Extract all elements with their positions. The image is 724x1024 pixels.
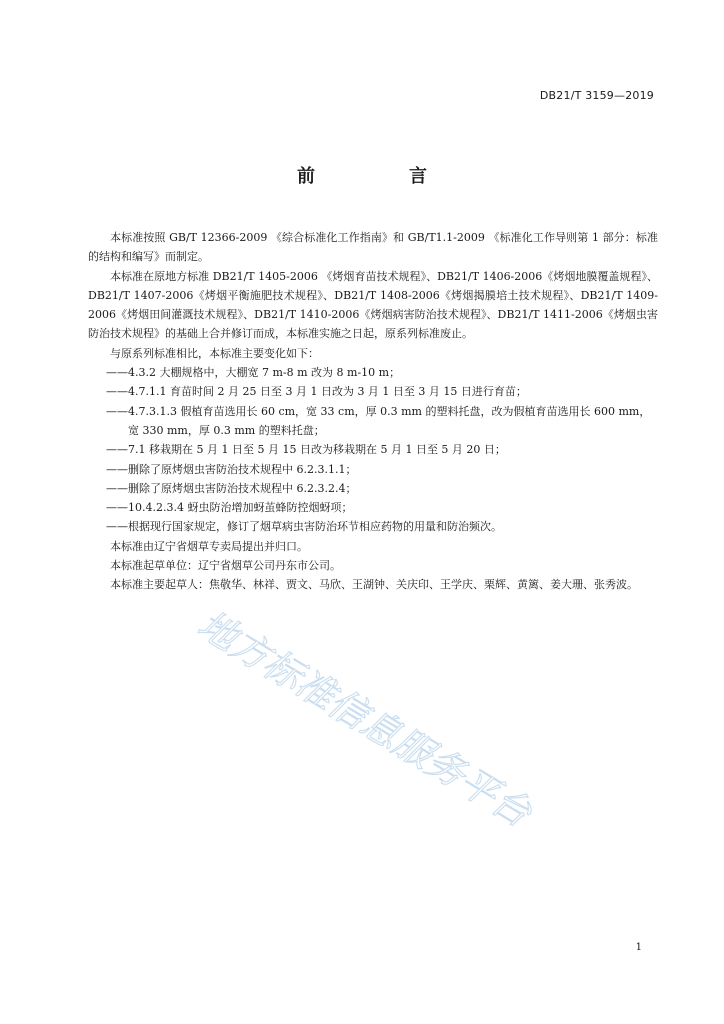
watermark — [185, 592, 605, 842]
change-item — [88, 440, 658, 459]
dash-marker: —— — [106, 443, 128, 457]
change-item — [88, 479, 658, 498]
dash-marker: —— — [106, 501, 128, 515]
dash-marker: —— — [106, 366, 128, 380]
paragraph-basis: 本标准按照 GB/T 12366-2009 《综合标准化工作指南》和 GB/T1.1-2009 《标准化工作导则第 1 部分：标准的结构和编写》而制定。 — [88, 231, 658, 264]
change-item-text: 根据现行国家规定，修订了烟草病虫害防治环节相应药物的用量和防治频次。 — [128, 520, 502, 534]
change-item-text: 删除了原烤烟虫害防治技术规程中 6.2.3.2.4； — [128, 481, 357, 495]
paragraph-origin: 本标准在原地方标准 DB21/T 1405-2006 《烤烟育苗技术规程》、DB21/T 1406-2006《烤烟地膜覆盖规程》、DB21/T 1407-2006《烤烟平衡施肥技术规程》、DB21/T 1408-2006《烤烟揭膜培土技术规程》、DB21/T 1409-2006《烤烟田间灌溉技术规程》、DB21/T 1410-2006《烤烟病害防治技术规程》、DB21/T 1411-2006《烤烟虫害防治技术规程》的基础上合并修订而成，本标准实施之日起，原系列标准废止。 — [88, 269, 658, 341]
change-item — [88, 382, 658, 401]
watermark-graphic — [185, 592, 605, 842]
dash-marker: —— — [106, 520, 128, 534]
document-code: DB21/T 3159—2019 — [539, 89, 654, 102]
dash-marker: —— — [106, 404, 128, 418]
change-item — [88, 517, 658, 536]
paragraph-drafting-unit: 本标准起草单位：辽宁省烟草公司丹东市公司。 — [110, 559, 341, 573]
change-item-text: 4.7.3.1.3 假植育苗选用长 60 cm，宽 33 cm，厚 0.3 mm 的塑料托盘，改为假植育苗选用长 600 mm，宽 330 mm，厚 0.3 mm 的塑料托盘； — [128, 404, 651, 437]
paragraph-drafters: 本标准主要起草人：焦敬华、林祥、贾文、马欣、王湖钟、关庆印、王学庆、栗辉、黄篱、姜大珊、张秀波。 — [110, 578, 638, 592]
dash-marker: —— — [106, 481, 128, 495]
change-item — [88, 363, 658, 382]
change-item — [88, 402, 658, 441]
paragraph-proposer: 本标准由辽宁省烟草专卖局提出并归口。 — [110, 539, 308, 553]
foreword-body — [88, 228, 658, 595]
change-item-text: 4.7.1.1 育苗时间 2 月 25 日至 3 月 1 日改为 3 月 1 日至 3 月 15 日进行育苗； — [128, 385, 527, 399]
page-title: 前 言 — [297, 166, 465, 187]
change-item — [88, 460, 658, 479]
paragraph-changes-intro: 与原系列标准相比，本标准主要变化如下： — [110, 346, 319, 360]
dash-marker: —— — [106, 385, 128, 399]
change-item-text: 4.3.2 大棚规格中，大棚宽 7 m-8 m 改为 8 m-10 m； — [128, 366, 401, 380]
change-item-text: 10.4.2.3.4 蚜虫防治增加蚜茧蜂防控烟蚜项； — [128, 501, 353, 515]
page-number: 1 — [635, 942, 642, 953]
change-item-text: 7.1 移栽期在 5 月 1 日至 5 月 15 日改为移栽期在 5 月 1 日至 5 月 20 日； — [128, 443, 506, 457]
change-item — [88, 498, 658, 517]
watermark-text: 地方标准信息服务平台 — [190, 601, 539, 836]
change-item-text: 删除了原烤烟虫害防治技术规程中 6.2.3.1.1； — [128, 462, 357, 476]
dash-marker: —— — [106, 462, 128, 476]
